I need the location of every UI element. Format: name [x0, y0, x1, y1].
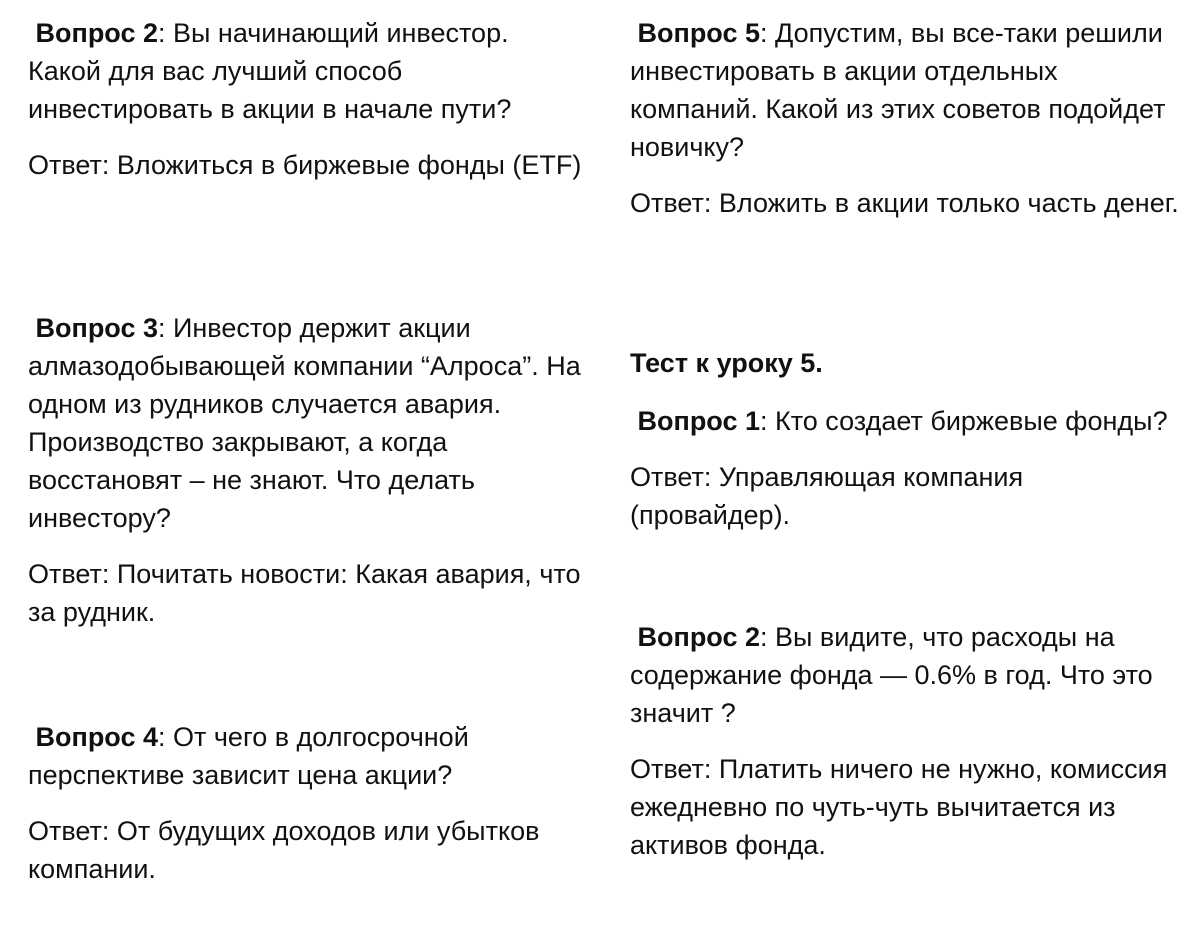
question-text: [630, 14, 1190, 166]
answer-text: Ответ: Вложиться в биржевые фонды (ETF): [28, 150, 582, 180]
answer-text: Ответ: Почитать новости: Какая авария, что за рудник.: [28, 559, 581, 627]
section-title: Тест к уроку 5.: [630, 348, 823, 378]
answer-text: Ответ: Вложить в акции только часть денег.: [630, 188, 1179, 218]
question-label: Вопрос 3: [35, 313, 158, 343]
question-text: [630, 402, 1190, 440]
question-body: : Вы видите, что расходы на содержание фонда — 0.6% в год. Что это значит ?: [630, 622, 1153, 728]
question-text: [28, 14, 588, 128]
question-body: : Допустим, вы все-таки решили инвестировать в акции отдельных компаний. Какой из этих советов подойдет новичку?: [630, 18, 1166, 162]
question-body: : От чего в долгосрочной перспективе зависит цена акции?: [28, 722, 469, 790]
question-body: : Инвестор держит акции алмазодобывающей компании “Алроса”. На одном из рудников случается авария. Производство закрывают, а когда восстановят – не знают. Что делать инвестору?: [28, 313, 581, 533]
question-block-q2: [28, 14, 588, 184]
question-body: : Кто создает биржевые фонды?: [759, 406, 1168, 436]
question-block-q3: [28, 309, 588, 631]
question-label: Вопрос 4: [35, 722, 158, 752]
question-label: Вопрос 1: [637, 406, 760, 436]
question-block-lesson5-q1: [630, 402, 1190, 534]
answer-text: Ответ: Платить ничего не нужно, комиссия ежедневно по чуть-чуть вычитается из активов фонда.: [630, 754, 1168, 860]
question-text: [630, 618, 1190, 732]
question-label: Вопрос 5: [637, 18, 760, 48]
question-block-lesson5-q2: [630, 618, 1190, 864]
question-body: : Вы начинающий инвестор. Какой для вас лучший способ инвестировать в акции в начале пути?: [28, 18, 512, 124]
question-label: Вопрос 2: [637, 622, 760, 652]
question-label: Вопрос 2: [35, 18, 158, 48]
question-text: [28, 718, 588, 794]
lesson-5-test-section: [630, 344, 1190, 382]
answer-text: Ответ: Управляющая компания (провайдер).: [630, 462, 1024, 530]
question-text: [28, 309, 588, 537]
question-block-q4: [28, 718, 588, 888]
answer-text: Ответ: От будущих доходов или убытков компании.: [28, 816, 540, 884]
question-block-q5: [630, 14, 1190, 222]
